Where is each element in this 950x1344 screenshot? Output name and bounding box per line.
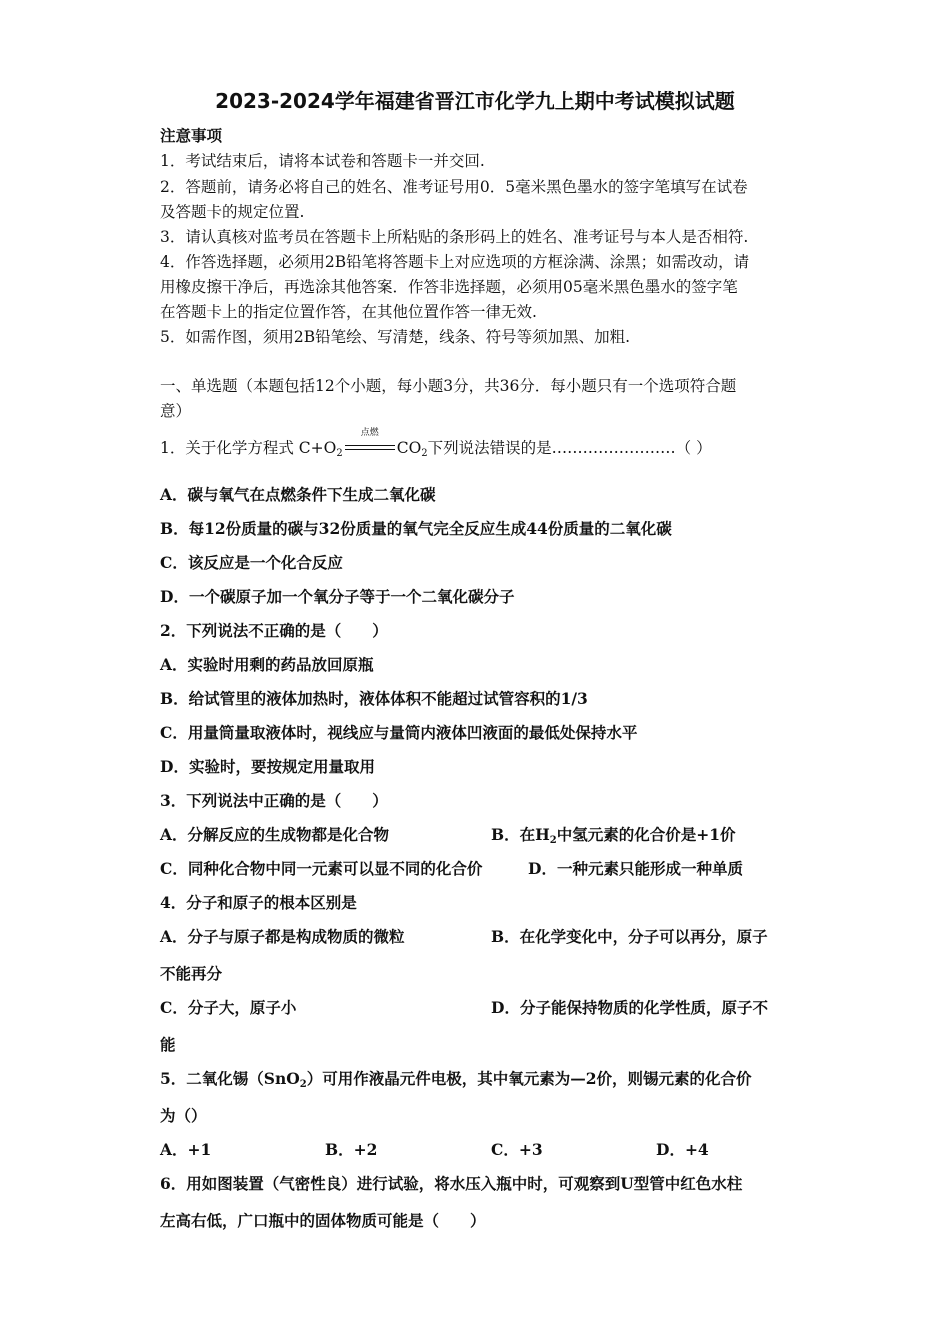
question-1-option-a: A．碳与氧气在点燃条件下生成二氧化碳 (160, 485, 436, 504)
notice-line: 1．考试结束后，请将本试卷和答题卡一并交回. (160, 152, 485, 170)
question-2-option-d: D．实验时，要按规定用量取用 (160, 757, 375, 776)
question-2-stem: 2．下列说法不正确的是（ ） (160, 621, 388, 640)
question-2-option-b: B．给试管里的液体加热时，液体体积不能超过试管容积的1/3 (160, 689, 588, 708)
question-1-option-b: B．每12份质量的碳与32份质量的氧气完全反应生成44份质量的二氧化碳 (160, 519, 672, 538)
question-1-option-d: D．一个碳原子加一个氧分子等于一个二氧化碳分子 (160, 587, 515, 606)
notice-line: 5．如需作图，须用2B铅笔绘、写清楚，线条、符号等须加黑、加粗. (160, 328, 631, 346)
question-6-stem-cont: 左高右低，广口瓶中的固体物质可能是（ ） (160, 1211, 486, 1230)
notice-line: 4．作答选择题，必须用2B铅笔将答题卡上对应选项的方框涂满、涂黑；如需改动，请 (160, 253, 750, 271)
question-4-option-d: D．分子能保持物质的化学性质，原子不 (491, 998, 768, 1017)
question-1-stem: 1．关于化学方程式 $C+O_2$ 点燃 $CO_2$下列说法错误的是……………………（ ） (160, 428, 712, 459)
question-4-stem: 4．分子和原子的根本区别是 (160, 893, 357, 912)
section-heading-cont: 意） (160, 402, 192, 420)
question-4-option-d-cont: 能 (160, 1035, 176, 1054)
question-4-option-b-cont: 不能再分 (160, 964, 223, 983)
question-3-stem: 3．下列说法中正确的是（ ） (160, 791, 388, 810)
question-5-option-b: B．+2 (325, 1140, 378, 1159)
notice-line: 及答题卡的规定位置. (160, 203, 305, 221)
notice-line: 2．答题前，请务必将自己的姓名、准考证号用0．5毫米黑色墨水的签字笔填写在试卷 (160, 178, 748, 196)
notice-line: 在答题卡上的指定位置作答，在其他位置作答一律无效. (160, 303, 537, 321)
question-3-option-d: D．一种元素只能形成一种单质 (528, 859, 743, 878)
question-3-option-c: C．同种化合物中同一元素可以显不同的化合价 (160, 859, 483, 878)
notice-line: 3．请认真核对监考员在答题卡上所粘贴的条形码上的姓名、准考证号与本人是否相符. (160, 228, 749, 246)
question-3-option-b: B．在$H_2$中氢元素的化合价是+1价 (491, 825, 736, 846)
question-1-option-c: C．该反应是一个化合反应 (160, 553, 343, 572)
question-3-option-a: A．分解反应的生成物都是化合物 (160, 825, 390, 844)
question-2-option-c: C．用量筒量取液体时，视线应与量筒内液体凹液面的最低处保持水平 (160, 723, 638, 742)
page-title: 2023-2024学年福建省晋江市化学九上期中考试模拟试题 (215, 89, 735, 113)
notice-heading: 注意事项 (160, 126, 223, 145)
equation-arrow: 点燃 (343, 438, 397, 458)
question-5-option-d: D．+4 (656, 1140, 709, 1159)
question-4-option-b: B．在化学变化中，分子可以再分，原子 (491, 927, 768, 946)
question-5-stem-cont: 为（） (160, 1106, 207, 1125)
question-5-stem: 5．二氧化锡（SnO$_2$）可用作液晶元件电极，其中氧元素为—2价，则锡元素的化合价 (160, 1069, 752, 1090)
question-4-option-c: C．分子大，原子小 (160, 998, 297, 1017)
question-4-option-a: A．分子与原子都是构成物质的微粒 (160, 927, 405, 946)
notice-line: 用橡皮擦干净后，再选涂其他答案．作答非选择题，必须用05毫米黑色墨水的签字笔 (160, 278, 738, 296)
question-5-option-c: C．+3 (491, 1140, 543, 1159)
question-6-stem: 6．用如图装置（气密性良）进行试验，将水压入瓶中时，可观察到U型管中红色水柱 (160, 1174, 743, 1193)
section-heading: 一、单选题（本题包括12个小题，每小题3分，共36分．每小题只有一个选项符合题 (160, 377, 737, 395)
question-5-option-a: A．+1 (160, 1140, 212, 1159)
question-2-option-a: A．实验时用剩的药品放回原瓶 (160, 655, 374, 674)
